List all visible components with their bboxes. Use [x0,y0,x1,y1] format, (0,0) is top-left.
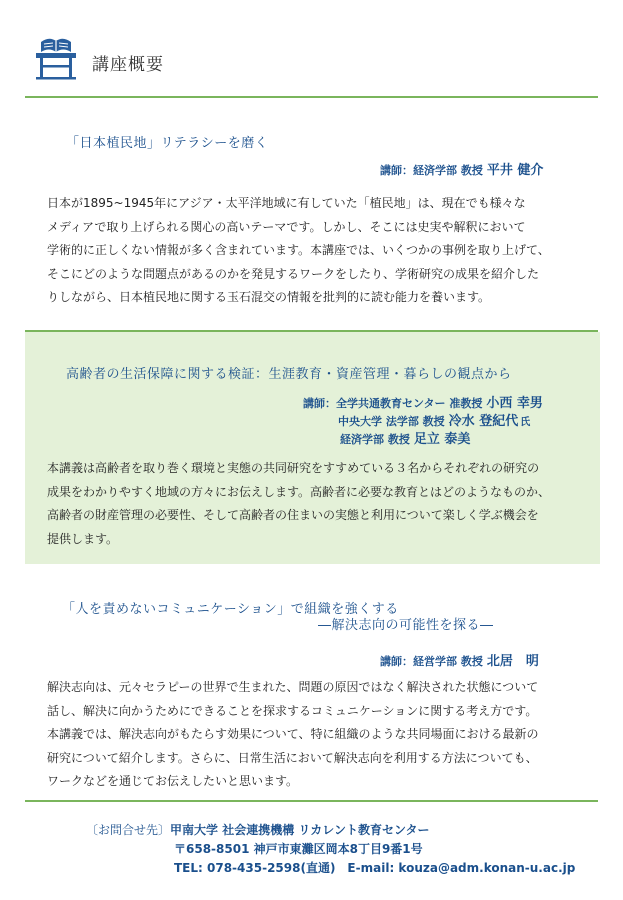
lecturer-name: 北居 明 [486,654,539,669]
section-3-lecturer [380,650,539,669]
divider [25,96,598,98]
body-line: りしながら、日本植民地に関する玉石混交の情報を批判的に読む能力を養います。 [47,290,491,304]
book-desk-icon [35,32,77,80]
body-line: 解決志向は、元々セラピーの世界で生まれた、問題の原因ではなく解決された状態について [47,680,539,694]
section-2-lecturer-3 [340,428,470,447]
section-2-body [47,457,587,551]
lecturer-affiliation: 講師：経営学部 教授 [380,655,483,668]
section-3-subtitle: ―解決志向の可能性を探る― [318,618,494,633]
lecturer-affiliation: 中央大学 法学部 教授 [338,415,445,428]
section-1-title: 「日本植民地」リテラシーを磨く [66,136,269,151]
lecturer-affiliation: 講師：経済学部 教授 [380,164,483,177]
body-line: ワークなどを通じてお伝えしたいと思います。 [47,774,299,788]
page-title: 講座概要 [92,55,164,75]
section-1-body [47,192,587,310]
section-2-lecturer-2 [338,410,530,429]
body-line: 学術的に正しくない情報が多く含まれています。本講座では、いくつかの事例を取り上げて、 [47,243,550,257]
lecturer-name: 冷水 登紀代 [448,414,519,429]
lecturer-name: 小西 幸男 [486,396,543,411]
divider [25,800,598,802]
lecturer-name: 平井 健介 [486,163,544,178]
body-line: 成果をわかりやすく地域の方々にお伝えします。高齢者に必要な教育とはどのようなものか、 [47,484,551,499]
page-header [30,30,600,90]
contact-address: 〒658-8501 神戸市東灘区岡本8丁目9番1号 [174,842,423,856]
contact-phone-email: TEL: 078-435-2598(直通) E-mail: kouza@adm.konan-u.ac.jp [174,861,576,875]
body-line: メディアで取り上げられる関心の高いテーマです。しかし、そこには史実や解釈において [47,219,526,234]
body-line: 提供します。 [47,531,119,546]
lecturer-honorific: 氏 [520,417,531,428]
body-line: そこにどのような問題点があるのかを発見するワークをしたり、学術研究の成果を紹介した [47,266,540,281]
lecturer-name: 足立 泰美 [413,432,471,447]
section-3-title: 「人を責めないコミュニケーション」で組織を強くする [62,602,399,617]
body-line: 研究について紹介します。さらに、日常生活において解決志向を利用する方法についても、 [47,750,538,765]
body-line: 本講義では、解決志向がもたらす効果について、特に組織のような共同場面における最新の [47,727,539,741]
body-line: 日本が1895~1945年にアジア・太平洋地域に有していた「植民地」は、現在でも様々な [47,196,526,210]
body-line: 話し、解決に向かうためにできることを探求するコミュニケーションに関する考え方です。 [47,703,538,718]
section-1-lecturer [380,159,543,178]
body-line: 高齢者の財産管理の必要性、そして高齢者の住まいの実態と利用について楽しく学ぶ機会を [47,508,539,522]
body-line: 本講義は高齢者を取り巻く環境と実態の共同研究をすすめている３名からそれぞれの研究の [47,461,540,475]
lecturer-affiliation: 講師：全学共通教育センター 准教授 [303,397,483,410]
lecturer-affiliation: 経済学部 教授 [340,433,410,446]
contact-org: 甲南大学 社会連携機構 リカレント教育センター [170,823,430,837]
contact-info [86,821,575,878]
section-3-body [47,676,587,794]
section-2-title: 高齢者の生活保障に関する検証：生涯教育・資産管理・暮らしの観点から [66,367,512,382]
contact-label: 〔お問合せ先〕 [86,823,171,837]
section-2-lecturer-1 [303,392,543,411]
